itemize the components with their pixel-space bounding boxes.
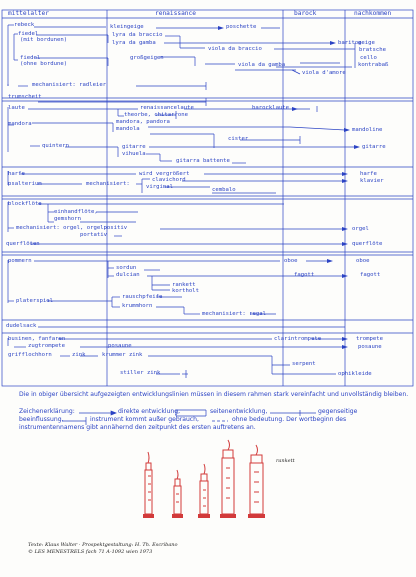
legend-intro: Zeichenerklärung: xyxy=(19,408,75,415)
label-oboe: oboe xyxy=(284,258,298,264)
label-rebeck: rebeck xyxy=(14,22,35,28)
label-poschette: poschette xyxy=(226,24,257,30)
label-mandora-pandora: mandora, pandora xyxy=(116,119,170,125)
credits-line1: Texte: Klaus Walter · Prospektgestaltung: H. Th. Escribano xyxy=(28,542,178,548)
legend-direkt: direkte entwicklung, xyxy=(118,408,181,415)
header-nachkommen: nachkommen xyxy=(354,10,392,17)
label-grossgeigen: großgeigen xyxy=(130,55,164,61)
label-quintern: quintern xyxy=(42,143,69,149)
header-renaissance: renaissance xyxy=(155,10,196,17)
label-clavichord: clavichord xyxy=(152,177,186,183)
label-businen: businen, fanfaren xyxy=(8,336,66,342)
label-cello: cello xyxy=(360,55,377,61)
legend-ausser-gebrauch: instrument kommt außer gebrauch, xyxy=(90,416,199,423)
label-oboe-nachkommen: oboe xyxy=(356,258,370,264)
label-stiller-zink: stiller zink xyxy=(120,370,161,376)
instruments-illustration xyxy=(145,440,263,514)
label-grifflochhorn: grifflochhorn xyxy=(8,352,52,358)
legend-seiten: seitenentwicklung, xyxy=(210,408,268,415)
label-harfe-nachkommen: harfe xyxy=(360,171,377,177)
label-regal: mechanisiert: regal xyxy=(202,311,266,317)
label-lyra-gamba: lyra da gamba xyxy=(112,40,156,46)
label-lyra-braccio: lyra da braccio xyxy=(112,32,163,38)
label-rauschpfeife: rauschpfeife xyxy=(122,294,163,300)
label-kleingeige: kleingeige xyxy=(110,24,144,30)
label-kontrabass: kontrabaß xyxy=(358,62,389,68)
label-pommern: pommern xyxy=(8,258,32,264)
label-cister: cister xyxy=(228,136,249,142)
label-gitarre-nachkommen: gitarre xyxy=(362,144,386,150)
label-geige: geige xyxy=(358,40,375,46)
label-zugtrompete: zugtrompete xyxy=(28,343,66,349)
label-mandora: mandora xyxy=(8,121,32,127)
label-querfloete: querflöte xyxy=(352,241,383,247)
label-harfe: harfe xyxy=(8,171,25,177)
illustration-label: rankett xyxy=(276,458,295,464)
label-kortholt: kortholt xyxy=(172,288,199,294)
header-barock: barock xyxy=(294,10,317,17)
label-rankett: rankett xyxy=(172,282,196,288)
label-virginal: virginal xyxy=(146,184,173,190)
label-radleier: mechanisiert: radleier xyxy=(32,82,107,88)
label-posaune: posaune xyxy=(108,343,132,349)
label-posaune-nachkommen: posaune xyxy=(358,344,382,350)
label-gitarra-battente: gitarra battente xyxy=(176,158,230,164)
label-renaissancelaute: renaissancelaute xyxy=(140,105,194,111)
label-fiedel-mit-sub: (mit bordunen) xyxy=(20,37,68,43)
label-psalterium: psalterium xyxy=(8,181,42,187)
label-klavier: klavier xyxy=(360,178,384,184)
label-fagott: fagott xyxy=(294,272,315,278)
label-krummer-zink: krummer zink xyxy=(102,352,143,358)
label-gitarre: gitarre xyxy=(122,144,146,150)
label-zink: zink xyxy=(72,352,86,358)
label-platerspiel: platerspiel xyxy=(16,298,54,304)
label-trumscheit: trumscheit xyxy=(8,94,42,100)
label-dulcian: dulcian xyxy=(116,272,140,278)
note-zeitpunkt: instrumentennamens gibt annähernd den zeitpunkt des ersten auftretens an. xyxy=(19,424,256,431)
label-mechanisiert-tasten: mechanisiert: xyxy=(86,181,130,187)
legend-gegen: gegenseitige xyxy=(318,408,358,415)
label-dudelsack: dudelsack xyxy=(6,323,37,329)
label-querfloeten: querflöten xyxy=(6,241,40,247)
label-laute: laute xyxy=(8,105,25,111)
label-viola-braccio: viola da braccio xyxy=(208,46,262,52)
label-bratsche: bratsche xyxy=(359,47,386,53)
label-fiedel-ohne: fiedel xyxy=(20,55,41,61)
label-wird-vergroessert: wird vergrößert xyxy=(139,171,190,177)
label-sordun: sordun xyxy=(116,265,137,271)
label-serpent: serpent xyxy=(292,361,316,367)
label-fiedel-mit: fiedel xyxy=(18,31,39,37)
legend-beeinflussung: beeinflussung, xyxy=(19,416,64,423)
label-theorbe: theorbe, chitarrone xyxy=(124,112,188,118)
label-portativ: portativ xyxy=(80,232,107,238)
label-viola-amore: viola d'amore xyxy=(302,70,346,76)
legend-ohne-bedeutung: ohne bedeutung. Der wortbeginn des xyxy=(232,416,347,423)
label-trompete: trompete xyxy=(356,336,383,342)
label-mandoline: mandoline xyxy=(352,127,383,133)
label-krummhorn: krummhorn xyxy=(122,303,153,309)
label-vihuela: vihuela xyxy=(122,151,146,157)
note-paragraph: Die in obiger übersicht aufgezeigten entwicklungslinien müssen in diesem rahmen stark vereinfacht und unvollständig bleiben. xyxy=(19,391,409,398)
label-fagott-nachkommen: fagott xyxy=(360,272,381,278)
label-viola-gamba: viola da gamba xyxy=(238,62,286,68)
label-blockfloete: blockflöte xyxy=(8,201,42,207)
label-mech-orgel: mechanisiert: orgel, orgelpositiv xyxy=(16,225,128,231)
label-bariton: bariton xyxy=(338,40,362,46)
label-fiedel-ohne-sub: (ohne bordune) xyxy=(20,61,68,67)
label-gemshorn: gemshorn xyxy=(54,216,81,222)
label-clarintrompete: clarintrompete xyxy=(274,336,322,342)
label-einhandfloete: einhandflöte, xyxy=(54,209,98,215)
credits-line2: © LES MENESTRELS fach 71 A-1092 wien 1973 xyxy=(28,549,153,555)
label-mandola: mandola xyxy=(116,126,140,132)
header-mittelalter: mittelalter xyxy=(8,10,49,17)
label-cembalo: cembalo xyxy=(212,187,236,193)
label-barocklaute: barocklaute xyxy=(252,105,290,111)
label-ophikleide: ophikleide xyxy=(338,371,372,377)
label-orgel: orgel xyxy=(352,226,369,232)
